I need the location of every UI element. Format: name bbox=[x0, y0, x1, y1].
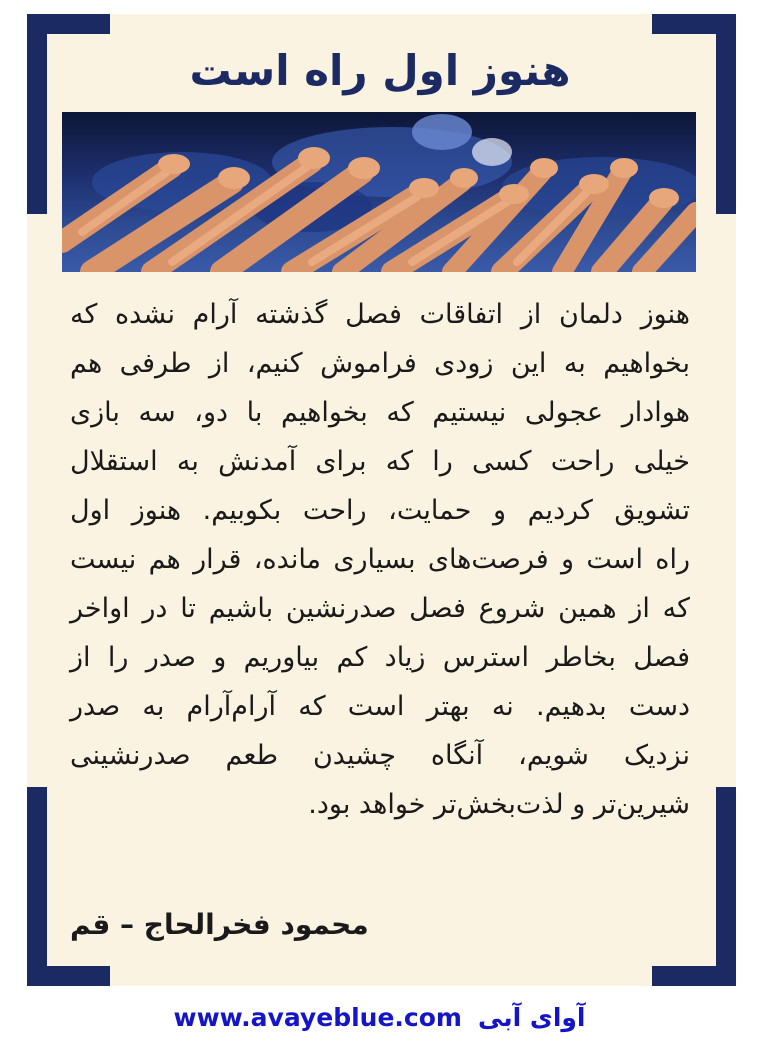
body-line: شیرین‌تر و لذت‌بخش‌تر خواهد بود. bbox=[308, 789, 690, 820]
body-line: فصل بخاطر استرس زیاد کم بیاوریم و صدر را از bbox=[70, 642, 690, 673]
body-line: راه است و فرصت‌های بسیاری مانده، قرار هم نیست bbox=[70, 544, 690, 575]
site-name: آوای آبی bbox=[477, 1003, 586, 1032]
fans-photo bbox=[62, 112, 696, 272]
frame-corner-bottom-left-vertical bbox=[27, 787, 47, 986]
body-line: نزدیک شویم، آنگاه چشیدن طعم صدرنشینی bbox=[70, 740, 690, 771]
site-footer bbox=[0, 994, 759, 1042]
frame-corner-top-left-vertical bbox=[27, 14, 47, 214]
body-line: بخواهیم به این زودی فراموش کنیم، از طرفی هم bbox=[70, 348, 690, 379]
body-line: خیلی راحت کسی را که برای آمدنش به استقلال bbox=[70, 446, 690, 477]
raised-hands-illustration bbox=[62, 112, 696, 272]
article-title: هنوز اول راه است bbox=[189, 46, 571, 95]
body-line: هوادار عجولی نیستیم که بخواهیم با دو، سه بازی bbox=[70, 397, 690, 428]
author-signature: محمود فخرالحاج – قم bbox=[70, 908, 369, 941]
site-url-link[interactable]: www.avayeblue.com bbox=[173, 1003, 462, 1032]
body-line: دست بدهیم. نه بهتر است که آرام‌آرام به صدر bbox=[70, 691, 690, 722]
frame-corner-top-right-vertical bbox=[716, 14, 736, 214]
frame-corner-bottom-right-vertical bbox=[716, 787, 736, 986]
article-body bbox=[70, 290, 690, 829]
body-line: هنوز دلمان از اتفاقات فصل گذشته آرام نشده که bbox=[70, 299, 690, 330]
body-line: تشویق کردیم و حمایت، راحت بکوبیم. هنوز اول bbox=[70, 495, 690, 526]
body-line: که از همین شروع فصل صدرنشین باشیم تا در اواخر bbox=[70, 593, 690, 624]
